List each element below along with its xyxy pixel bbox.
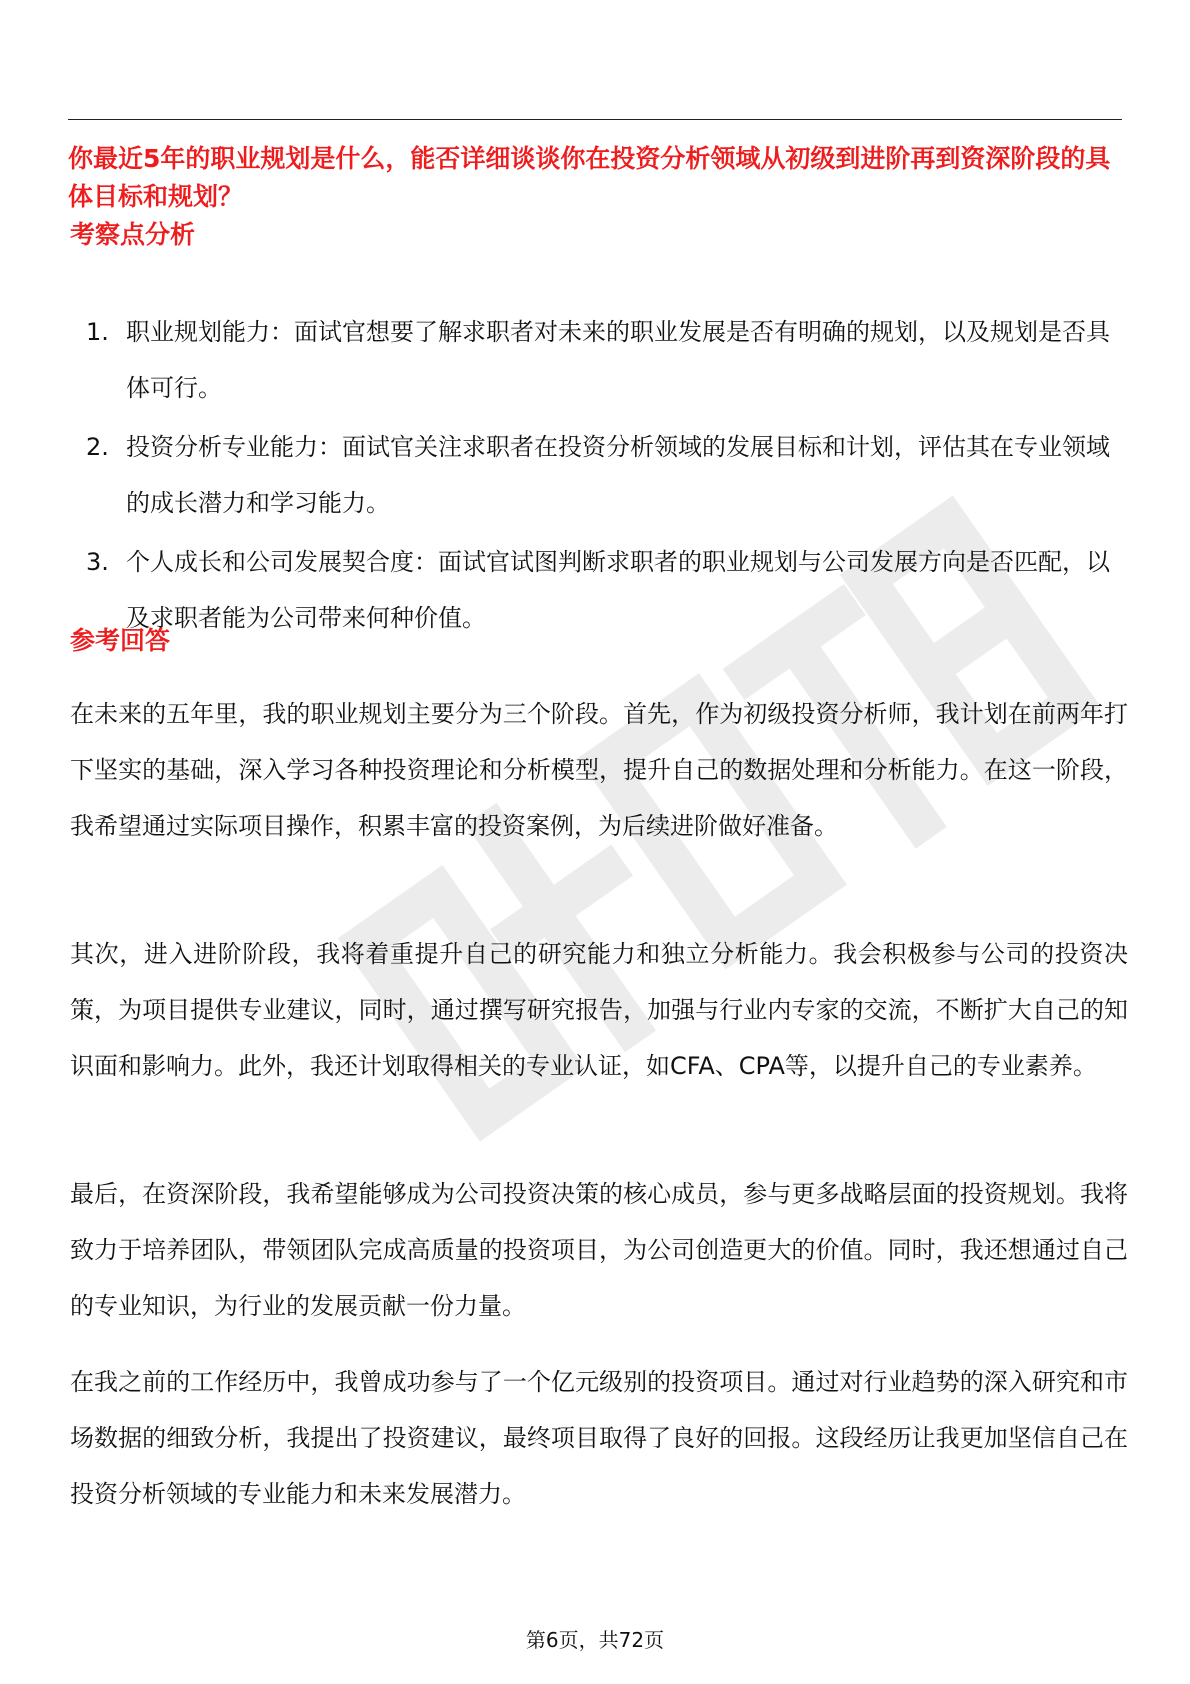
point-number: 2.	[86, 433, 109, 461]
point-text: 投资分析专业能力：面试官关注求职者在投资分析领域的发展目标和计划，评估其在专业领域的成长潜力和学习能力。	[126, 433, 1110, 517]
answer-heading: 参考回答	[70, 626, 171, 655]
analysis-heading: 考察点分析	[70, 220, 196, 249]
point-text: 个人成长和公司发展契合度：面试官试图判断求职者的职业规划与公司发展方向是否匹配，以及求职者能为公司带来何种价值。	[126, 548, 1110, 632]
analysis-point	[86, 304, 1126, 416]
analysis-point-list	[86, 304, 1126, 649]
page-number: 第6页，共72页	[525, 1628, 665, 1652]
question-title: 你最近5年的职业规划是什么，能否详细谈谈你在投资分析领域从初级到进阶再到资深阶段的具体目标和规划？	[68, 144, 1111, 211]
header-rule	[68, 119, 1122, 120]
answer-paragraph: 在未来的五年里，我的职业规划主要分为三个阶段。首先，作为初级投资分析师，我计划在前两年打下坚实的基础，深入学习各种投资理论和分析模型，提升自己的数据处理和分析能力。在这一阶段，我希望通过实际项目操作，积累丰富的投资案例，为后续进阶做好准备。	[70, 700, 1128, 840]
answer-paragraph: 最后，在资深阶段，我希望能够成为公司投资决策的核心成员，参与更多战略层面的投资规划。我将致力于培养团队，带领团队完成高质量的投资项目，为公司创造更大的价值。同时，我还想通过自己的专业知识，为行业的发展贡献一份力量。	[70, 1180, 1128, 1320]
answer-paragraph: 在我之前的工作经历中，我曾成功参与了一个亿元级别的投资项目。通过对行业趋势的深入研究和市场数据的细致分析，我提出了投资建议，最终项目取得了良好的回报。这段经历让我更加坚信自己在投资分析领域的专业能力和未来发展潜力。	[70, 1368, 1128, 1508]
point-number: 3.	[86, 548, 109, 576]
answer-paragraph: 其次，进入进阶阶段，我将着重提升自己的研究能力和独立分析能力。我会积极参与公司的投资决策，为项目提供专业建议，同时，通过撰写研究报告，加强与行业内专家的交流，不断扩大自己的知识面和影响力。此外，我还计划取得相关的专业认证，如CFA、CPA等，以提升自己的专业素养。	[70, 940, 1128, 1080]
analysis-point	[86, 419, 1126, 531]
point-text: 职业规划能力：面试官想要了解求职者对未来的职业发展是否有明确的规划，以及规划是否具体可行。	[126, 318, 1110, 402]
point-number: 1.	[86, 318, 109, 346]
analysis-point	[86, 534, 1126, 646]
